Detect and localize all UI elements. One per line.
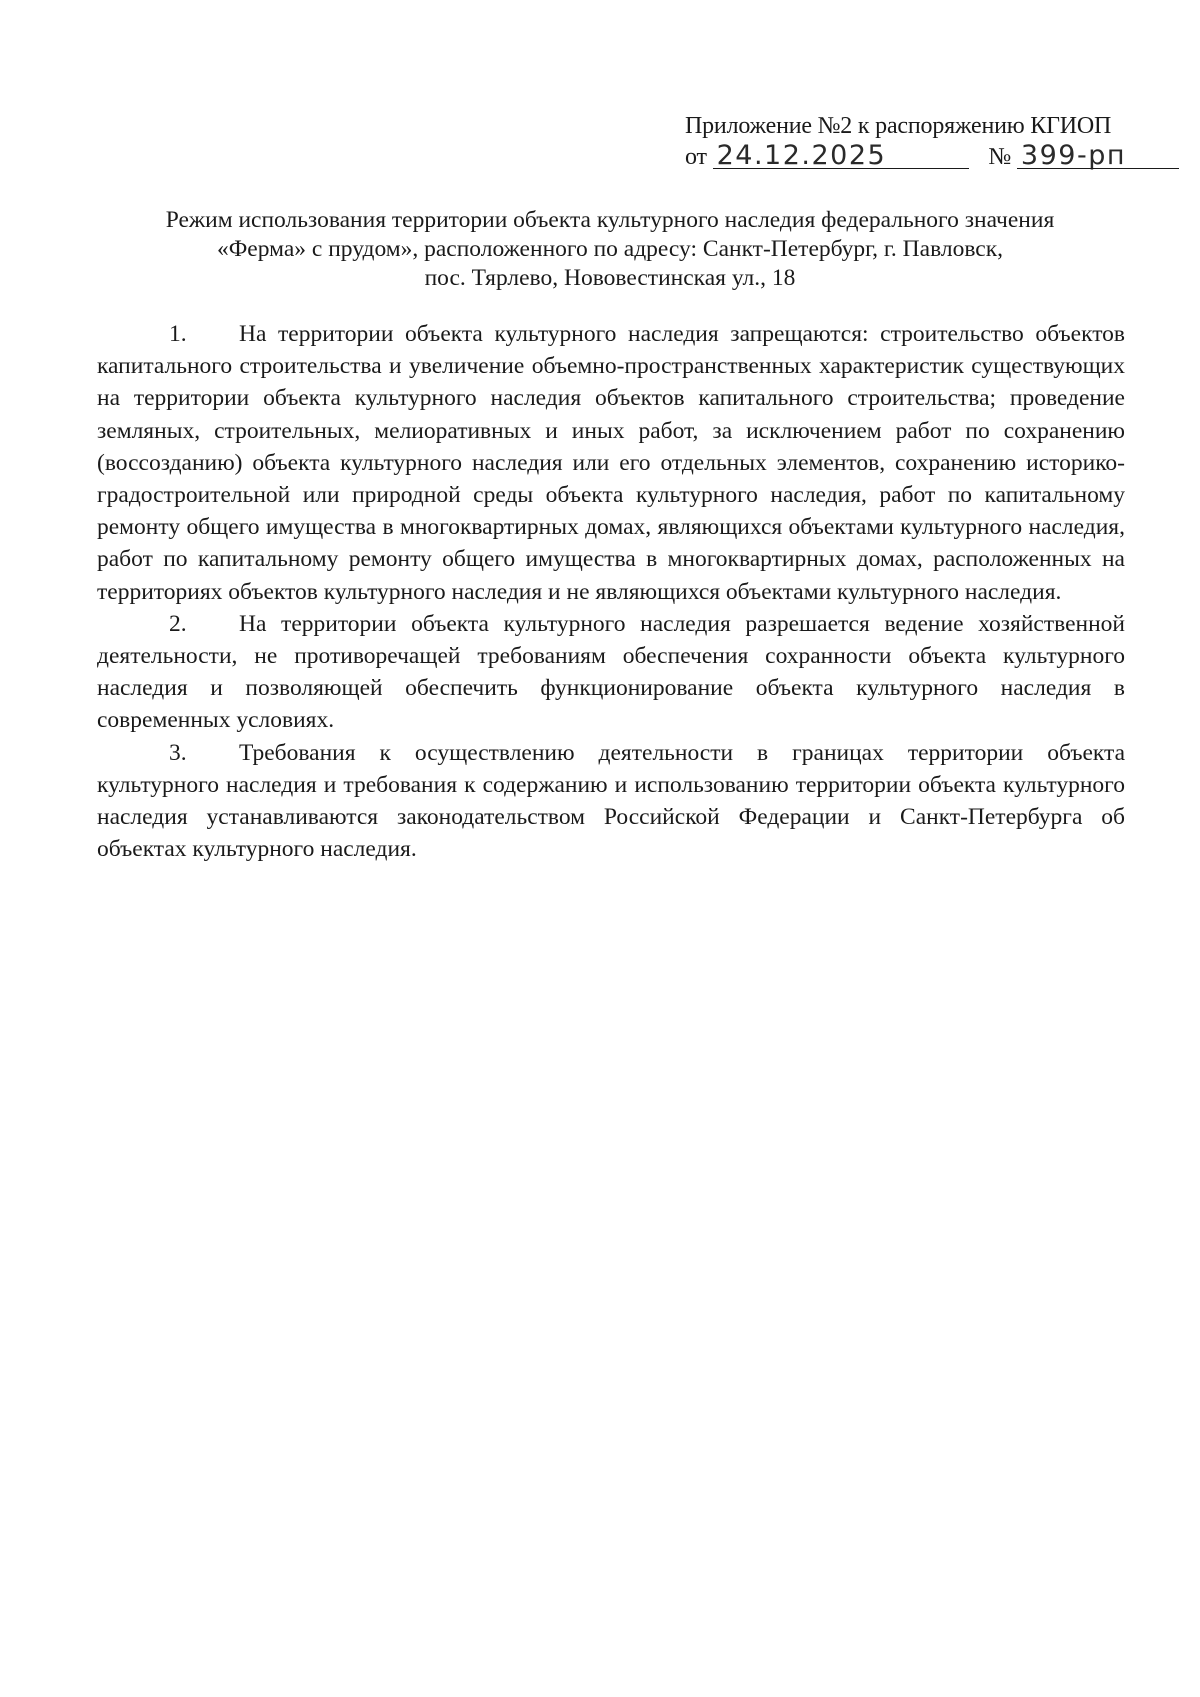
appendix-header — [685, 112, 1125, 175]
paragraph-2 — [97, 608, 1125, 737]
number-label: № — [988, 144, 1012, 170]
paragraph-text: Требования к осуществлению деятельности в границах территории объекта культурного наследия и требования к содержанию и использованию территории объекта культурного наследия устанавливаются законодательством Российской Федерации и Санкт-Петербурга об объектах культурного наследия. — [97, 739, 1125, 863]
paragraph-number: 3. — [169, 739, 187, 766]
appendix-title: Приложение №2 к распоряжению КГИОП — [685, 113, 1112, 139]
order-number-field — [1017, 141, 1179, 172]
paragraph-number: 2. — [169, 610, 187, 637]
order-reference — [685, 141, 1125, 175]
document-title — [120, 206, 1100, 293]
order-date-field — [713, 141, 969, 172]
order-date-handwritten: 24.12.2025 — [716, 140, 887, 171]
paragraph-number: 1. — [169, 321, 187, 347]
title-line-3: пос. Тярлево, Нововестинская ул., 18 — [424, 265, 796, 291]
paragraph-text: На территории объекта культурного наследия запрещаются: строительство объектов капитального строительства и увеличение объемно-пространственных характеристик существующих на территории объекта культурного наследия объектов капитального строительства; проведение земляных, строительных, мелиоративных и иных работ, за исключением работ по сохранению (воссозданию) объекта культурного наследия или его отдельных элементов, сохранению историко-градостроительной или природной среды объекта культурного наследия, работ по капитальному ремонту общего имущества в многоквартирных домах, являющихся объектами культурного наследия, работ по капитальному ремонту общего имущества в многоквартирных домах, расположенных на территориях объектов культурного наследия и не являющихся объектами культурного наследия. — [97, 321, 1125, 605]
from-label: от — [685, 144, 707, 170]
paragraph-1 — [97, 318, 1125, 608]
title-line-1: Режим использования территории объекта культурного наследия федерального значения — [165, 207, 1055, 233]
order-number-handwritten: 399-рп — [1020, 140, 1126, 171]
title-line-2: «Ферма» с прудом», расположенного по адресу: Санкт-Петербург, г. Павловск, — [216, 236, 1004, 262]
paragraph-text: На территории объекта культурного наследия разрешается ведение хозяйственной деятельности, не противоречащей требованиям обеспечения сохранности объекта культурного наследия и позволяющей обеспечить функционирование объекта культурного наследия в современных условиях. — [97, 610, 1125, 734]
document-body — [97, 318, 1125, 865]
paragraph-3 — [97, 737, 1125, 866]
